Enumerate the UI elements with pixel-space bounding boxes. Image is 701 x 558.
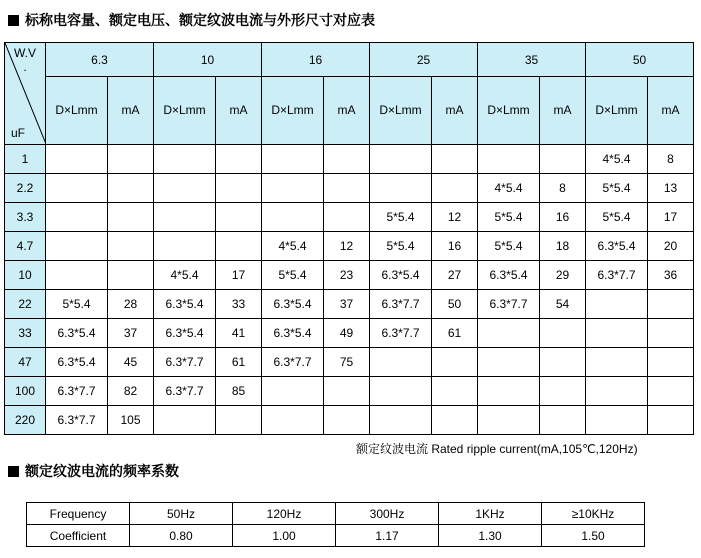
size-cell [154,203,216,232]
section-title-text: 额定纹波电流的频率系数 [25,463,179,479]
corner-uf-label: uF [11,126,26,140]
size-cell [46,203,108,232]
current-cell: 37 [108,319,154,348]
coefficient-value: 1.50 [542,525,645,547]
current-cell: 45 [108,348,154,377]
size-cell [262,145,324,174]
current-cell [324,174,370,203]
current-cell [216,203,262,232]
frequency-value: 50Hz [130,503,233,525]
current-cell: 37 [324,290,370,319]
frequency-table [26,502,645,547]
section-title-frequency [8,461,179,481]
current-cell: 61 [432,319,478,348]
size-cell: 6.3*7.7 [262,348,324,377]
size-cell [370,406,432,435]
current-cell: 23 [324,261,370,290]
current-cell: 50 [432,290,478,319]
size-cell [478,348,540,377]
current-cell [432,377,478,406]
capacitance-cell: 22 [5,290,46,319]
current-cell [648,290,694,319]
size-cell: 6.3*5.4 [370,261,432,290]
voltage-header: 16 [262,43,370,77]
size-cell: 6.3*5.4 [262,290,324,319]
current-cell [324,377,370,406]
current-cell [432,145,478,174]
table-row [5,203,694,232]
current-header: mA [324,77,370,145]
current-cell [648,348,694,377]
voltage-header: 35 [478,43,586,77]
size-cell [478,406,540,435]
current-cell [108,232,154,261]
size-cell: 6.3*5.4 [154,319,216,348]
size-header: D×Lmm [154,77,216,145]
current-cell: 33 [216,290,262,319]
size-cell: 5*5.4 [370,232,432,261]
table-row [5,290,694,319]
frequency-value: 300Hz [336,503,439,525]
current-cell: 85 [216,377,262,406]
current-cell: 49 [324,319,370,348]
table-row [5,377,694,406]
current-cell: 17 [216,261,262,290]
size-cell: 5*5.4 [46,290,108,319]
size-cell [154,145,216,174]
current-header: mA [432,77,478,145]
current-cell [648,377,694,406]
size-cell: 6.3*5.4 [154,290,216,319]
coefficient-value: 1.30 [439,525,542,547]
current-cell [540,377,586,406]
capacitance-cell: 3.3 [5,203,46,232]
size-cell: 6.3*7.7 [154,377,216,406]
current-cell [540,406,586,435]
size-cell [370,145,432,174]
current-cell [108,203,154,232]
current-cell [648,406,694,435]
size-cell [154,232,216,261]
bullet-square-icon [8,15,19,26]
frequency-label: Frequency [27,503,130,525]
size-header: D×Lmm [262,77,324,145]
current-cell: 105 [108,406,154,435]
current-header: mA [216,77,262,145]
section-title-spec [8,10,375,30]
current-cell [324,203,370,232]
table-row [5,232,694,261]
size-cell [586,290,648,319]
size-cell: 5*5.4 [586,174,648,203]
current-cell: 8 [648,145,694,174]
current-cell: 16 [432,232,478,261]
size-header: D×Lmm [586,77,648,145]
table-row [5,348,694,377]
capacitance-cell: 33 [5,319,46,348]
size-cell [46,145,108,174]
size-cell: 4*5.4 [154,261,216,290]
current-cell: 36 [648,261,694,290]
current-cell: 41 [216,319,262,348]
unit-header-row [5,77,694,145]
current-cell: 20 [648,232,694,261]
size-cell [478,377,540,406]
current-cell [540,348,586,377]
current-cell: 16 [540,203,586,232]
size-cell: 6.3*7.7 [370,319,432,348]
current-cell [108,174,154,203]
coefficient-value: 1.00 [233,525,336,547]
size-cell [262,174,324,203]
size-cell [46,261,108,290]
section-title-text: 标称电容量、额定电压、额定纹波电流与外形尺寸对应表 [25,12,375,28]
size-cell: 6.3*5.4 [586,232,648,261]
capacitance-cell: 47 [5,348,46,377]
table-row [5,174,694,203]
size-cell [478,145,540,174]
size-cell: 6.3*7.7 [154,348,216,377]
current-cell [216,406,262,435]
size-cell [154,174,216,203]
current-cell: 82 [108,377,154,406]
voltage-header: 25 [370,43,478,77]
table-row [5,319,694,348]
size-cell: 5*5.4 [370,203,432,232]
size-cell: 5*5.4 [586,203,648,232]
current-cell [540,319,586,348]
current-cell [432,406,478,435]
voltage-header: 6.3 [46,43,154,77]
voltage-header: 50 [586,43,694,77]
size-header: D×Lmm [46,77,108,145]
capacitance-cell: 1 [5,145,46,174]
current-cell [216,145,262,174]
size-cell [262,406,324,435]
size-cell: 6.3*7.7 [586,261,648,290]
current-cell: 18 [540,232,586,261]
current-cell: 29 [540,261,586,290]
size-cell: 6.3*5.4 [46,348,108,377]
current-cell [108,261,154,290]
current-cell [648,319,694,348]
capacitance-cell: 10 [5,261,46,290]
size-cell: 4*5.4 [478,174,540,203]
size-cell [262,377,324,406]
capacitance-cell: 4.7 [5,232,46,261]
current-cell: 13 [648,174,694,203]
capacitance-cell: 2.2 [5,174,46,203]
size-cell: 6.3*5.4 [46,319,108,348]
size-cell [370,377,432,406]
current-cell [108,145,154,174]
size-cell [46,174,108,203]
size-cell: 6.3*7.7 [370,290,432,319]
voltage-header: 10 [154,43,262,77]
size-cell: 5*5.4 [478,203,540,232]
current-header: mA [648,77,694,145]
current-cell [324,145,370,174]
coefficient-value: 0.80 [130,525,233,547]
spec-table [4,42,694,435]
size-cell: 4*5.4 [262,232,324,261]
frequency-value: 1KHz [439,503,542,525]
bullet-square-icon [8,466,19,477]
size-cell: 4*5.4 [586,145,648,174]
current-cell [432,348,478,377]
frequency-value: 120Hz [233,503,336,525]
frequency-value: ≥10KHz [542,503,645,525]
current-cell [216,232,262,261]
corner-dot: . [23,60,27,74]
size-cell: 5*5.4 [262,261,324,290]
frequency-row [27,503,645,525]
corner-cell [5,43,46,145]
size-header: D×Lmm [370,77,432,145]
current-cell: 28 [108,290,154,319]
size-cell: 5*5.4 [478,232,540,261]
ripple-note: 额定纹波电流 Rated ripple current(mA,105℃,120Hz) [356,442,638,456]
size-cell [586,406,648,435]
coefficient-value: 1.17 [336,525,439,547]
size-cell [586,348,648,377]
size-cell: 6.3*5.4 [262,319,324,348]
current-cell [432,174,478,203]
table-row [5,261,694,290]
size-cell [370,348,432,377]
current-cell: 17 [648,203,694,232]
coefficient-row [27,525,645,547]
corner-wv-label: W.V [13,46,36,60]
size-cell [46,232,108,261]
current-cell: 8 [540,174,586,203]
voltage-header-row [5,43,694,77]
current-cell: 12 [432,203,478,232]
current-cell [216,174,262,203]
size-cell: 6.3*5.4 [478,261,540,290]
capacitance-cell: 100 [5,377,46,406]
capacitance-cell: 220 [5,406,46,435]
current-cell: 75 [324,348,370,377]
size-cell [262,203,324,232]
size-cell [154,406,216,435]
table-row [5,145,694,174]
size-cell [586,319,648,348]
size-cell: 6.3*7.7 [46,377,108,406]
current-cell [324,406,370,435]
size-cell: 6.3*7.7 [46,406,108,435]
current-cell: 12 [324,232,370,261]
table-row [5,406,694,435]
current-cell [540,145,586,174]
coefficient-label: Coefficient [27,525,130,547]
current-cell: 54 [540,290,586,319]
current-cell: 27 [432,261,478,290]
size-header: D×Lmm [478,77,540,145]
current-header: mA [540,77,586,145]
size-cell: 6.3*7.7 [478,290,540,319]
size-cell [370,174,432,203]
current-cell: 61 [216,348,262,377]
size-cell [478,319,540,348]
current-header: mA [108,77,154,145]
size-cell [586,377,648,406]
